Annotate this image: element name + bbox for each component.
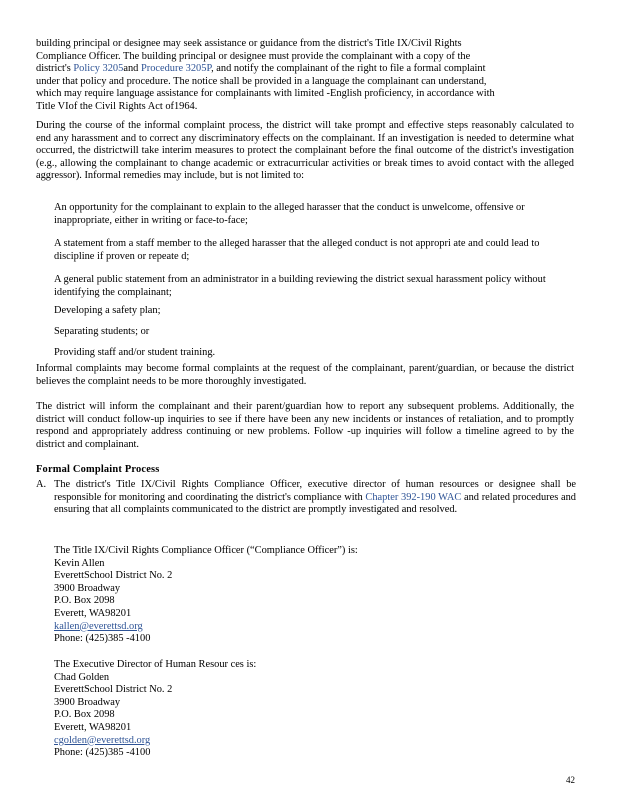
contact-street: 3900 Broadway [54, 696, 121, 708]
wac-chapter-link[interactable]: Chapter 392-190 WAC [365, 491, 462, 503]
contact-org: EverettSchool District No. 2 [54, 684, 173, 696]
contact-name: Chad Golden [54, 671, 110, 683]
compliance-officer-contact [54, 545, 358, 646]
list-item [36, 202, 576, 238]
contact-phone: Phone: (425)385 -4100 [54, 747, 151, 759]
item-text-after: and related procedures and ensuring that all complaints communicated to the district are promptly investigated and resolved. [54, 491, 576, 516]
list-item-text: A statement from a staff member to the alleged harasser that the alleged conduct is not appropri ate and could lead to discipline if proven or repeate d; [54, 238, 540, 262]
section-heading: Formal Complaint Process [36, 464, 160, 475]
item-label: A. [36, 479, 47, 490]
contact-city: Everett, WA98201 [54, 721, 132, 733]
contact-pobox: P.O. Box 2098 [54, 595, 115, 607]
intro-text: and [123, 63, 139, 75]
contact-pobox: P.O. Box 2098 [54, 709, 115, 721]
contact-org: EverettSchool District No. 2 [54, 570, 173, 582]
intro-line: building principal or designee may seek assistance or guidance from the district's Title IX/Civil Rights [36, 38, 462, 49]
intro-line: under that policy and procedure. The notice shall be provided in a language the complainant can understand, [36, 75, 487, 87]
list-item-text: Developing a safety plan; [54, 305, 161, 316]
procedure-3205p-link[interactable]: Procedure 3205P [140, 63, 212, 75]
contact-email-link[interactable]: cgolden@everettsd.org [54, 734, 151, 746]
follow-up-paragraph: The district will inform the complainant and their parent/guardian how to report any subsequent problems. Additionally, the district will conduct follow-up inquiries to see if there have been any new incidents or instances of retaliation, and to promptly respond and appropriately address continuing or new problems. Follow -up inquiries will follow a timeline agreed to by the district and complainant. [36, 401, 574, 450]
contact-email-link[interactable]: kallen@everettsd.org [54, 620, 143, 632]
list-item [36, 274, 576, 305]
formal-request-paragraph: Informal complaints may become formal complaints at the request of the complainant, parent/guardian, or because the district believes the complaint needs to be more thoroughly investigated. [36, 363, 574, 387]
contact-title: The Executive Director of Human Resour ces is: [54, 659, 257, 670]
list-item-text: Providing staff and/or student training. [54, 347, 216, 358]
contact-street: 3900 Broadway [54, 582, 121, 594]
list-item [36, 238, 576, 274]
list-item [36, 326, 576, 347]
item-text-before: The district's Title IX/Civil Rights Compliance Officer, executive director of human resources or designee shall be responsible for monitoring and coordinating the district's compliance with [54, 479, 576, 503]
intro-line: Compliance Officer. The building principal or designee must provide the complainant with a copy of the [36, 50, 471, 62]
hr-director-contact [54, 659, 256, 760]
policy-3205-link[interactable]: Policy 3205 [73, 63, 124, 75]
contact-name: Kevin Allen [54, 557, 105, 569]
item-text [54, 479, 576, 517]
intro-text: district's [36, 63, 71, 75]
intro-line [36, 63, 574, 76]
informal-remedies-list [36, 202, 576, 363]
list-item-text: A general public statement from an administrator in a building reviewing the district sexual harassment policy without identifying the complainant; [54, 274, 546, 298]
intro-line: which may require language assistance for complainants with limited -English proficiency, in accordance with [36, 88, 495, 100]
list-item [36, 305, 576, 326]
intro-paragraph [36, 38, 574, 114]
intro-line: Title VIof the Civil Rights Act of1964. [36, 100, 198, 112]
contact-city: Everett, WA98201 [54, 607, 132, 619]
list-item-text: An opportunity for the complainant to explain to the alleged harasser that the conduct is unwelcome, offensive or inappropriate, either in writing or face-to-face; [54, 202, 525, 226]
contact-phone: Phone: (425)385 -4100 [54, 633, 151, 645]
page-number: 42 [566, 775, 575, 785]
contact-title: The Title IX/Civil Rights Compliance Officer (“Compliance Officer”) is: [54, 545, 358, 556]
list-item-text: Separating students; or [54, 326, 150, 337]
informal-process-paragraph: During the course of the informal complaint process, the district will take prompt and effective steps reasonably calculated to end any harassment and to correct any discriminatory effects on the complainant. If an investigation is needed to determine what occurred, the districtwill take interim measures to protect the complainant before the final outcome of the district's investigation (e.g., allowing the complainant to change academic or extracurricular activities or break times to avoid contact with the alleged aggressor). Informal remedies may include, but is not limited to: [36, 120, 574, 182]
intro-text: , and notify the complainant of the right to file a formal complaint [211, 63, 486, 75]
list-item [36, 347, 576, 363]
